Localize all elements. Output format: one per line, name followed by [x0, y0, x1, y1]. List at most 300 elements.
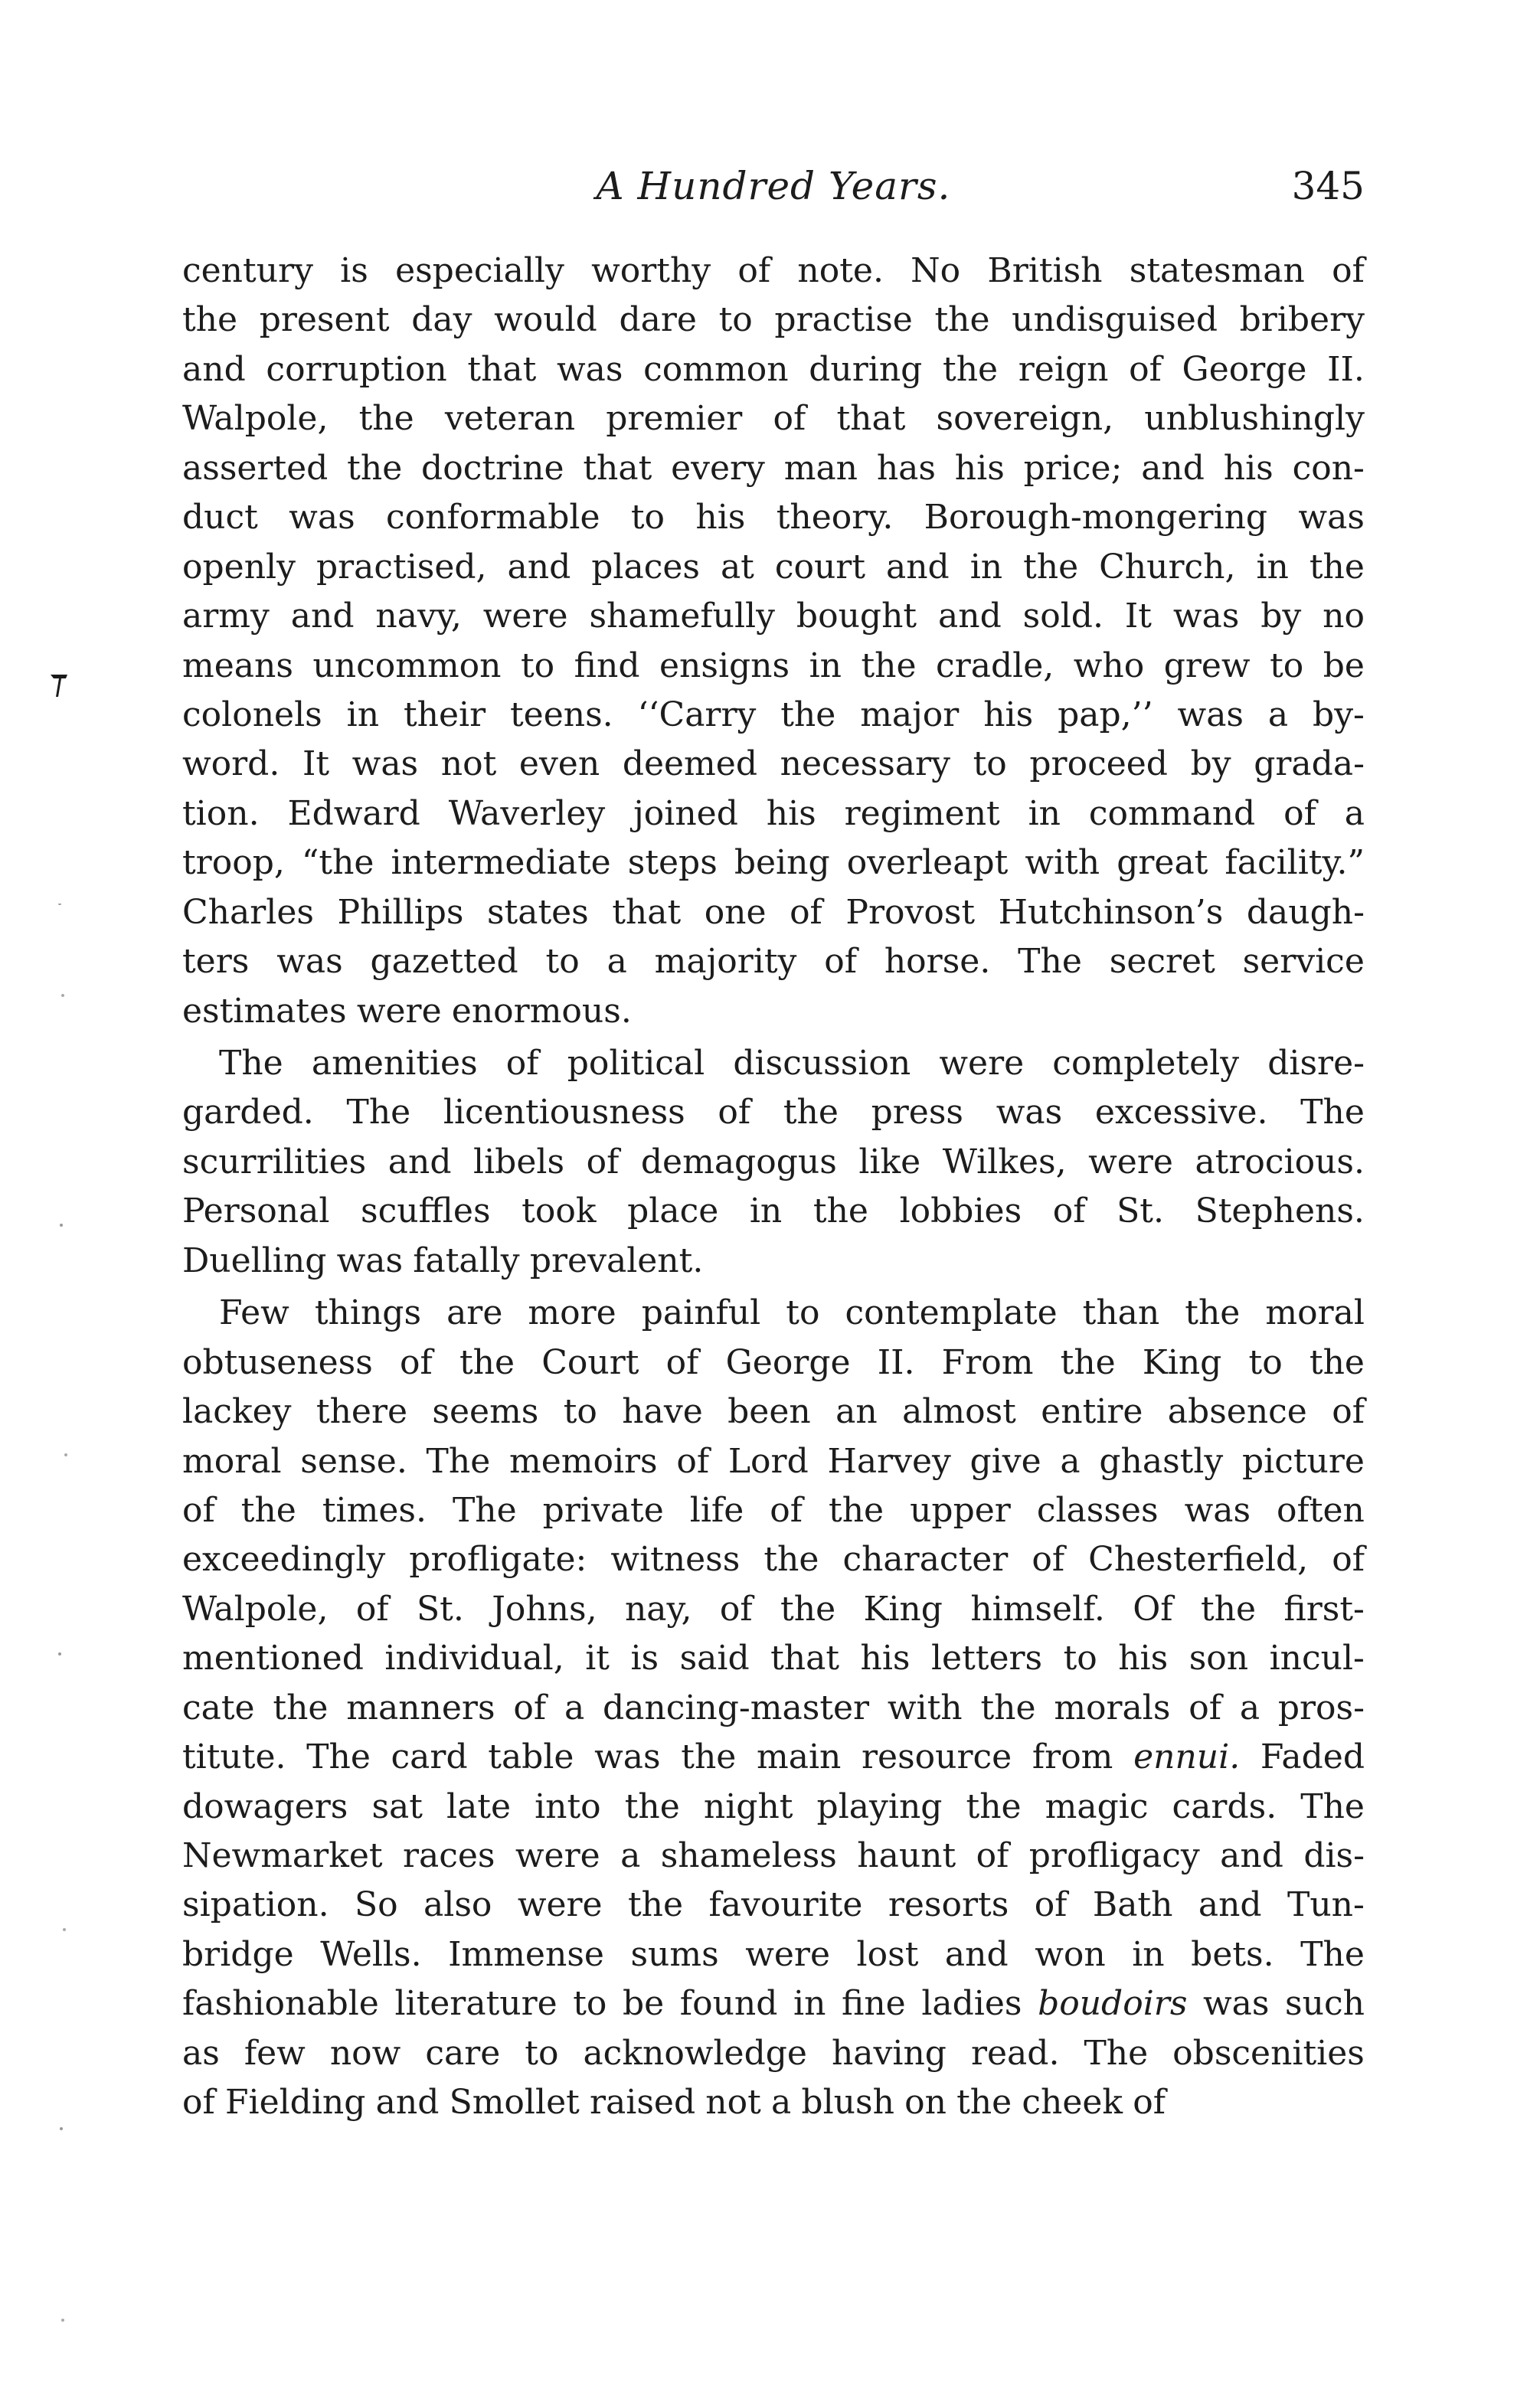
text-line — [182, 1783, 1365, 1832]
word: dancing-master — [602, 1688, 870, 1727]
word: favourite — [708, 1885, 863, 1925]
text-line — [182, 592, 1365, 641]
word: a — [1060, 1441, 1081, 1481]
word: titute. — [182, 1737, 286, 1777]
word: upper — [910, 1490, 1011, 1530]
word: son — [1189, 1639, 1249, 1678]
text-line — [182, 1733, 1365, 1782]
word: the — [980, 1688, 1036, 1727]
word: an — [835, 1392, 878, 1432]
word: and — [290, 596, 355, 636]
word: premier — [606, 399, 743, 439]
word: took — [522, 1191, 597, 1231]
word: to — [525, 2033, 559, 2073]
word: blush — [801, 2083, 894, 2123]
text-line — [182, 838, 1365, 887]
word: King — [863, 1589, 943, 1629]
word: necessary — [780, 744, 950, 784]
margin-mark-icon — [49, 672, 69, 698]
word: in — [793, 1984, 826, 2024]
word: shamefully — [589, 596, 775, 636]
word: cate — [182, 1688, 255, 1727]
text-line — [182, 1289, 1365, 1338]
word: to — [1063, 1639, 1097, 1678]
word: to — [545, 942, 580, 982]
word: century — [182, 251, 313, 290]
word: are — [446, 1293, 503, 1333]
text-line — [182, 1585, 1365, 1634]
text-line — [182, 1930, 1365, 1979]
word: in — [1028, 793, 1061, 833]
word: Wells. — [320, 1934, 422, 1974]
word: Of — [1133, 1589, 1173, 1629]
paragraph — [182, 1039, 1365, 1286]
word: the — [358, 399, 414, 439]
word: were — [939, 1044, 1025, 1083]
word: is — [630, 1639, 659, 1678]
text-line — [182, 642, 1365, 691]
word: that — [583, 448, 652, 488]
word: prevalent. — [529, 1240, 704, 1280]
word: Harvey — [827, 1441, 951, 1481]
word: the — [966, 1786, 1022, 1826]
word: his — [983, 695, 1034, 734]
word: were — [356, 991, 442, 1031]
word: George — [725, 1342, 851, 1382]
text-line — [182, 1486, 1365, 1535]
word: his — [1118, 1639, 1169, 1678]
word: the — [1309, 1342, 1365, 1382]
word: of — [719, 1589, 753, 1629]
word: fashionable — [182, 1984, 379, 2024]
word: cards. — [1172, 1786, 1277, 1826]
word: few — [244, 2033, 306, 2073]
word: was — [594, 1737, 661, 1777]
word: command — [1088, 793, 1256, 833]
word: Stephens. — [1195, 1191, 1365, 1231]
word: sovereign, — [936, 399, 1114, 439]
word: the — [813, 1191, 868, 1231]
word: and — [938, 596, 1002, 636]
word: worthy — [591, 251, 711, 290]
word: uncommon — [312, 646, 502, 685]
word: man — [783, 448, 858, 488]
word: excessive. — [1094, 1093, 1268, 1133]
word: The — [1300, 1786, 1365, 1826]
word: been — [727, 1392, 811, 1432]
word: Immense — [448, 1934, 604, 1974]
word: as — [182, 2033, 220, 2073]
word: times. — [322, 1490, 427, 1530]
word: and — [1220, 1836, 1283, 1875]
word: unblushingly — [1144, 399, 1365, 439]
word: it — [585, 1639, 610, 1678]
word: bought — [796, 596, 917, 636]
word: was — [1177, 695, 1244, 734]
text-line — [182, 740, 1365, 789]
text-line — [182, 1088, 1365, 1137]
word: veteran — [444, 399, 576, 439]
word: of — [182, 1490, 215, 1530]
margin-specks — [46, 904, 77, 2358]
word: of — [1133, 2083, 1166, 2123]
word: a — [1267, 695, 1289, 734]
word: tion. — [182, 793, 260, 833]
word: main — [756, 1737, 842, 1777]
word: grew — [1163, 646, 1251, 685]
word: himself. — [970, 1589, 1105, 1629]
word: horse. — [884, 942, 991, 982]
word: statesman — [1129, 251, 1305, 290]
word: to — [573, 1984, 607, 2024]
word: profligate: — [409, 1540, 587, 1580]
word: the — [780, 1589, 836, 1629]
word: morals — [1054, 1688, 1171, 1727]
text-line — [182, 345, 1365, 394]
word: found — [679, 1984, 778, 2024]
word: and — [885, 547, 950, 587]
word: of — [790, 892, 822, 932]
word: during — [809, 349, 923, 389]
word: and — [944, 1934, 1009, 1974]
word: in — [346, 695, 380, 734]
text-line — [182, 888, 1365, 937]
word: read. — [970, 2033, 1060, 2073]
word: disre- — [1267, 1044, 1365, 1083]
word: steps — [627, 843, 718, 883]
paragraph — [182, 1289, 1365, 2127]
word: of — [355, 1589, 389, 1629]
word: to — [630, 498, 665, 538]
word: care — [425, 2033, 501, 2073]
word: place — [627, 1191, 719, 1231]
word: joined — [633, 793, 738, 833]
word: the — [1309, 547, 1365, 587]
word: of — [513, 1688, 547, 1727]
word: almost — [902, 1392, 1016, 1432]
word: con- — [1292, 448, 1365, 488]
word: contemplate — [845, 1293, 1058, 1333]
word: there — [316, 1392, 408, 1432]
word: was — [276, 942, 343, 982]
word: were — [517, 1885, 603, 1925]
word: in — [1132, 1934, 1165, 1974]
word: into — [535, 1786, 601, 1826]
word: sipation. — [182, 1885, 329, 1925]
word: haunt — [857, 1836, 956, 1875]
word: their — [403, 695, 486, 734]
word: conformable — [386, 498, 600, 538]
word: ‘‘Carry — [637, 695, 757, 734]
word: acknowledge — [583, 2033, 807, 2073]
word: of — [773, 399, 806, 439]
word: late — [446, 1786, 512, 1826]
word: picture — [1241, 1441, 1365, 1481]
word: first- — [1283, 1589, 1365, 1629]
word: the — [627, 1885, 684, 1925]
word: was — [557, 349, 623, 389]
word: pap,’’ — [1058, 695, 1153, 734]
word: individual, — [384, 1639, 564, 1678]
word: was — [1298, 498, 1365, 538]
word: that — [770, 1639, 840, 1678]
word: was — [1202, 1984, 1270, 2024]
word: that — [836, 399, 906, 439]
text-line — [182, 394, 1365, 443]
word: lackey — [182, 1392, 292, 1432]
word: even — [518, 744, 600, 784]
word: lost — [856, 1934, 919, 1974]
word: would — [494, 300, 597, 340]
word: demagogus — [640, 1142, 837, 1182]
word: his — [1223, 448, 1274, 488]
word: Edward — [287, 793, 420, 833]
word: a — [620, 1836, 641, 1875]
word: were — [482, 596, 568, 636]
word: Smollet — [449, 2083, 580, 2123]
word: corruption — [266, 349, 447, 389]
word: obtuseness — [182, 1342, 373, 1382]
text-line — [182, 691, 1365, 740]
word: obscenities — [1172, 2033, 1365, 2073]
text-line — [182, 1237, 1365, 1286]
word: the — [934, 300, 990, 340]
word: ladies — [921, 1984, 1022, 2024]
text-line — [182, 1684, 1365, 1733]
word: were — [1088, 1142, 1173, 1182]
word: states — [486, 892, 589, 932]
word: regiment — [844, 793, 1000, 833]
word: Tun- — [1287, 1885, 1365, 1925]
word: a — [771, 2083, 792, 2123]
word: of — [737, 251, 771, 290]
word: undisguised — [1012, 300, 1218, 340]
word: was — [336, 1240, 404, 1280]
word: The — [219, 1044, 283, 1083]
text-line — [182, 543, 1365, 592]
text-line — [182, 1338, 1365, 1387]
word: the — [943, 349, 999, 389]
word: painful — [641, 1293, 761, 1333]
word: bridge — [182, 1934, 294, 1974]
word: So — [355, 1885, 398, 1925]
word: bribery — [1239, 300, 1365, 340]
word: entire — [1041, 1392, 1143, 1432]
word: every — [671, 448, 765, 488]
word: manners — [346, 1688, 495, 1727]
word: his — [860, 1639, 911, 1678]
word: word. — [182, 744, 280, 784]
word: were — [515, 1836, 600, 1875]
word: of — [1332, 1392, 1365, 1432]
word: The — [1300, 1934, 1365, 1974]
word: of — [1189, 1688, 1222, 1727]
word: doctrine — [421, 448, 564, 488]
word: table — [488, 1737, 574, 1777]
word: scurrilities — [182, 1142, 367, 1182]
word: note. — [797, 251, 884, 290]
word: Duelling — [182, 1240, 327, 1280]
word: teens. — [510, 695, 613, 734]
word: ghastly — [1099, 1441, 1224, 1481]
word: exceedingly — [182, 1540, 386, 1580]
word: St. — [417, 1589, 464, 1629]
word: estimates — [182, 991, 347, 1031]
word: court — [774, 547, 866, 587]
word: Fielding — [224, 2083, 366, 2123]
word: army — [182, 596, 270, 636]
word: of — [770, 1490, 803, 1530]
word: of — [1332, 1540, 1365, 1580]
word: Waverley — [448, 793, 606, 833]
word: and — [182, 349, 246, 389]
text-line — [182, 1881, 1365, 1930]
word: more — [528, 1293, 616, 1333]
word: in — [1256, 547, 1289, 587]
word: proceed — [1029, 744, 1168, 784]
word: cradle, — [936, 646, 1054, 685]
word: life — [689, 1490, 744, 1530]
word: in — [749, 1191, 783, 1231]
word: gazetted — [370, 942, 518, 982]
word: won — [1035, 1934, 1106, 1974]
word: in — [969, 547, 1003, 587]
word: having — [831, 2033, 947, 2073]
word: places — [591, 547, 700, 587]
word: the — [829, 1490, 884, 1530]
word: fine — [842, 1984, 906, 2024]
word: of — [400, 1342, 433, 1382]
word: and — [507, 547, 571, 587]
word: the — [273, 1688, 329, 1727]
word: private — [542, 1490, 664, 1530]
text-line — [182, 493, 1365, 542]
word: duct — [182, 498, 258, 538]
word: sat — [371, 1786, 423, 1826]
text-line — [182, 1387, 1365, 1437]
word: The — [1300, 1093, 1365, 1133]
word: by — [1260, 596, 1302, 636]
word: British — [987, 251, 1103, 290]
word: fatally — [413, 1240, 520, 1280]
word: that — [467, 349, 537, 389]
word: dis- — [1303, 1836, 1365, 1875]
word: that — [612, 892, 682, 932]
word: of — [505, 1044, 539, 1083]
word: being — [734, 843, 830, 883]
word: Few — [219, 1293, 289, 1333]
word: be — [1323, 646, 1365, 685]
word: means — [182, 646, 293, 685]
word: of — [676, 1441, 710, 1481]
word: bets. — [1191, 1934, 1274, 1974]
word: witness — [610, 1540, 741, 1580]
word: dowagers — [182, 1786, 348, 1826]
word: was — [1172, 596, 1240, 636]
text-line — [182, 247, 1365, 296]
word: be — [623, 1984, 665, 2024]
word: not — [440, 744, 497, 784]
word: Walpole, — [182, 1589, 329, 1629]
word: amenities — [311, 1044, 478, 1083]
word: Phillips — [337, 892, 464, 932]
word: of — [1034, 1885, 1068, 1925]
word: political — [567, 1044, 705, 1083]
word: to — [563, 1392, 597, 1432]
word: great — [1117, 843, 1208, 883]
word: seems — [432, 1392, 539, 1432]
word: resource — [862, 1737, 1012, 1777]
word: the — [459, 1342, 515, 1382]
word: to — [786, 1293, 820, 1333]
word: was — [996, 1093, 1063, 1133]
word: a — [564, 1688, 585, 1727]
word: night — [703, 1786, 793, 1826]
word: have — [622, 1392, 703, 1432]
word: lobbies — [899, 1191, 1022, 1231]
word: Faded — [1260, 1737, 1365, 1777]
word: Johns, — [492, 1589, 597, 1629]
word: No — [911, 251, 961, 290]
word: from — [1032, 1737, 1113, 1777]
word: of — [182, 2083, 215, 2123]
word: practised, — [316, 547, 487, 587]
word: ennui. — [1133, 1737, 1241, 1777]
word: and — [375, 2083, 440, 2123]
word: price; — [1023, 448, 1123, 488]
word: boudoirs — [1038, 1984, 1188, 2024]
word: playing — [816, 1786, 943, 1826]
word: at — [720, 547, 754, 587]
word: was — [351, 744, 419, 784]
word: Walpole, — [182, 399, 329, 439]
word: King — [1142, 1342, 1222, 1382]
word: mentioned — [182, 1639, 364, 1678]
word: troop, — [182, 843, 285, 883]
word: the — [624, 1786, 680, 1826]
word: the — [1060, 1342, 1116, 1382]
text-line — [182, 1437, 1365, 1486]
word: was — [1184, 1490, 1251, 1530]
word: facility.” — [1224, 843, 1365, 883]
word: of — [1032, 1540, 1065, 1580]
word: the — [681, 1737, 737, 1777]
word: with — [1025, 843, 1100, 883]
text-line — [182, 1535, 1365, 1584]
word: of — [1052, 1191, 1086, 1231]
word: It — [1124, 596, 1152, 636]
word: character — [842, 1540, 1009, 1580]
text-line — [182, 1634, 1365, 1683]
word: Bath — [1092, 1885, 1173, 1925]
word: intermediate — [391, 843, 611, 883]
word: the — [182, 300, 238, 340]
word: resorts — [888, 1885, 1009, 1925]
word: were — [745, 1934, 831, 1974]
word: majority — [654, 942, 797, 982]
word: to — [520, 646, 555, 685]
word: by — [1190, 744, 1231, 784]
word: ensigns — [659, 646, 790, 685]
word: often — [1277, 1490, 1365, 1530]
word: than — [1082, 1293, 1160, 1333]
word: Lord — [727, 1441, 809, 1481]
text-line — [182, 296, 1365, 345]
word: licentiousness — [443, 1093, 685, 1133]
text-line — [182, 2029, 1365, 2078]
word: moral — [182, 1441, 282, 1481]
word: deemed — [622, 744, 757, 784]
